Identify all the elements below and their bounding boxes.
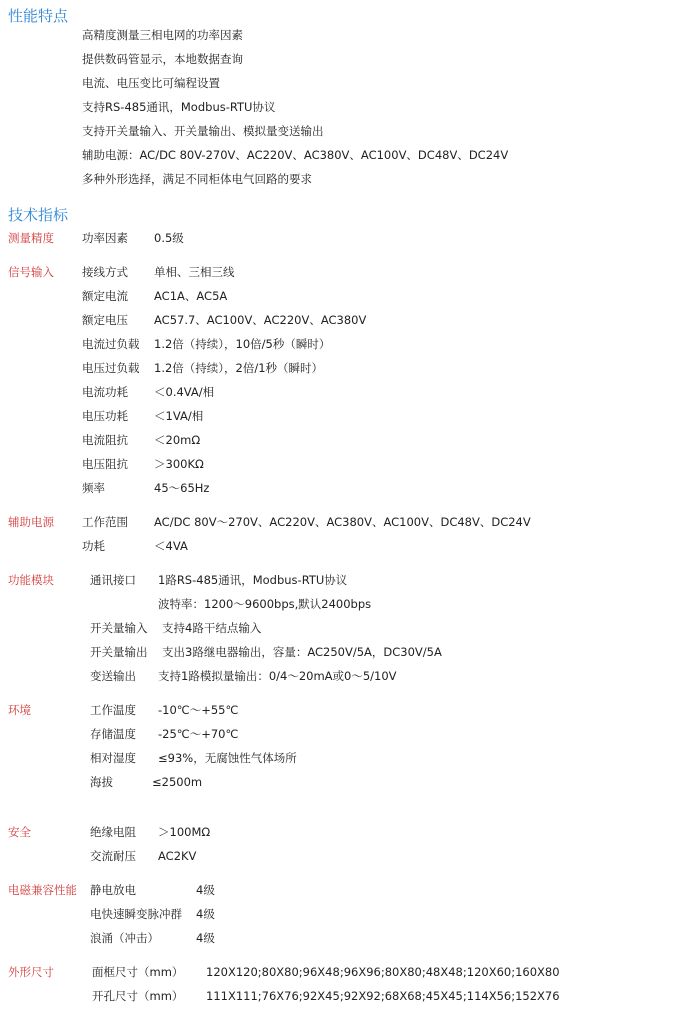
spec-value: AC57.7、AC100V、AC220V、AC380V (154, 313, 367, 327)
category-environment: 环境 (8, 703, 31, 717)
spec-label: 接线方式 (82, 265, 128, 279)
spec-value: 111X111;76X76;92X45;92X92;68X68;45X45;114X56;152X76 (206, 989, 560, 1003)
spec-value: 120X120;80X80;96X48;96X96;80X80;48X48;120X60;160X80 (206, 965, 560, 979)
spec-label: 频率 (82, 481, 105, 495)
category-function: 功能模块 (8, 573, 54, 587)
spec-value: 支持4路干结点输入 (162, 621, 262, 635)
spec-value: AC1A、AC5A (154, 289, 228, 303)
feature-item: 辅助电源：AC/DC 80V-270V、AC220V、AC380V、AC100V、DC48V、DC24V (82, 148, 509, 162)
spec-label: 开关量输出 (90, 645, 148, 659)
spec-label: 海拔 (90, 775, 113, 789)
category-measure: 测量精度 (8, 231, 54, 245)
spec-value: ＞300KΩ (154, 457, 204, 471)
category-emc: 电磁兼容性能 (8, 883, 77, 897)
spec-value: AC2KV (158, 849, 197, 863)
spec-label: 电压过负载 (82, 361, 140, 375)
spec-label: 电压阻抗 (82, 457, 128, 471)
spec-value: 0.5级 (154, 231, 184, 245)
spec-label: 绝缘电阻 (90, 825, 136, 839)
spec-value: 支出3路继电器输出，容量：AC250V/5A，DC30V/5A (162, 645, 442, 659)
spec-value: ＜0.4VA/相 (154, 385, 215, 399)
spec-value: 支持1路模拟量输出：0/4～20mA或0～5/10V (158, 669, 397, 683)
spec-value: -10℃～+55℃ (158, 703, 239, 717)
spec-label: 交流耐压 (90, 849, 136, 863)
spec-label: 存储温度 (90, 727, 136, 741)
spec-value: 1.2倍（持续），2倍/1秒（瞬时） (154, 361, 324, 375)
spec-label: 功率因素 (82, 231, 128, 245)
feature-item: 支持开关量输入、开关量输出、模拟量变送输出 (82, 124, 324, 138)
features-heading: 性能特点 (8, 7, 69, 25)
feature-item: 支持RS-485通讯，Modbus-RTU协议 (82, 100, 276, 114)
spec-value: 波特率：1200～9600bps,默认2400bps (158, 597, 372, 611)
spec-value: 4级 (196, 883, 215, 897)
spec-label: 静电放电 (90, 883, 136, 897)
category-safety: 安全 (8, 825, 31, 839)
spec-value: ＜4VA (154, 539, 188, 553)
feature-item: 多种外形选择，满足不同柜体电气回路的要求 (82, 172, 312, 186)
spec-value: AC/DC 80V～270V、AC220V、AC380V、AC100V、DC48V、DC24V (154, 515, 531, 529)
spec-label: 功耗 (82, 539, 105, 553)
spec-label: 工作温度 (90, 703, 136, 717)
spec-label: 开孔尺寸（mm） (92, 989, 184, 1003)
spec-label: 电快速瞬变脉冲群 (90, 907, 182, 921)
specs-heading: 技术指标 (8, 206, 69, 224)
spec-label: 电流功耗 (82, 385, 128, 399)
spec-label: 浪涌（冲击） (90, 931, 159, 945)
spec-label: 变送输出 (90, 669, 136, 683)
spec-value: ≤2500m (152, 775, 203, 789)
spec-label: 额定电压 (82, 313, 128, 327)
spec-value: 单相、三相三线 (154, 265, 235, 279)
spec-value: ≤93%，无腐蚀性气体场所 (158, 751, 297, 765)
category-aux-power: 辅助电源 (8, 515, 54, 529)
spec-value: 4级 (196, 931, 215, 945)
spec-label: 电流阻抗 (82, 433, 128, 447)
spec-label: 相对湿度 (90, 751, 136, 765)
spec-value: 1路RS-485通讯，Modbus-RTU协议 (158, 573, 348, 587)
spec-value: ＜1VA/相 (154, 409, 204, 423)
feature-item: 电流、电压变比可编程设置 (82, 76, 220, 90)
spec-label: 通讯接口 (90, 573, 136, 587)
spec-value: -25℃～+70℃ (158, 727, 239, 741)
spec-label: 开关量输入 (90, 621, 148, 635)
category-signal: 信号输入 (8, 265, 54, 279)
spec-value: 4级 (196, 907, 215, 921)
spec-value: ＞100MΩ (158, 825, 211, 839)
feature-item: 高精度测量三相电网的功率因素 (82, 28, 243, 42)
spec-label: 额定电流 (82, 289, 128, 303)
spec-value: 45～65Hz (154, 481, 210, 495)
spec-label: 电压功耗 (82, 409, 128, 423)
spec-value: 1.2倍（持续），10倍/5秒（瞬时） (154, 337, 331, 351)
spec-label: 电流过负载 (82, 337, 140, 351)
category-dimensions: 外形尺寸 (8, 965, 54, 979)
feature-item: 提供数码管显示，本地数据查询 (82, 52, 243, 66)
spec-label: 工作范围 (82, 515, 128, 529)
spec-label: 面框尺寸（mm） (92, 965, 184, 979)
spec-value: ＜20mΩ (154, 433, 201, 447)
